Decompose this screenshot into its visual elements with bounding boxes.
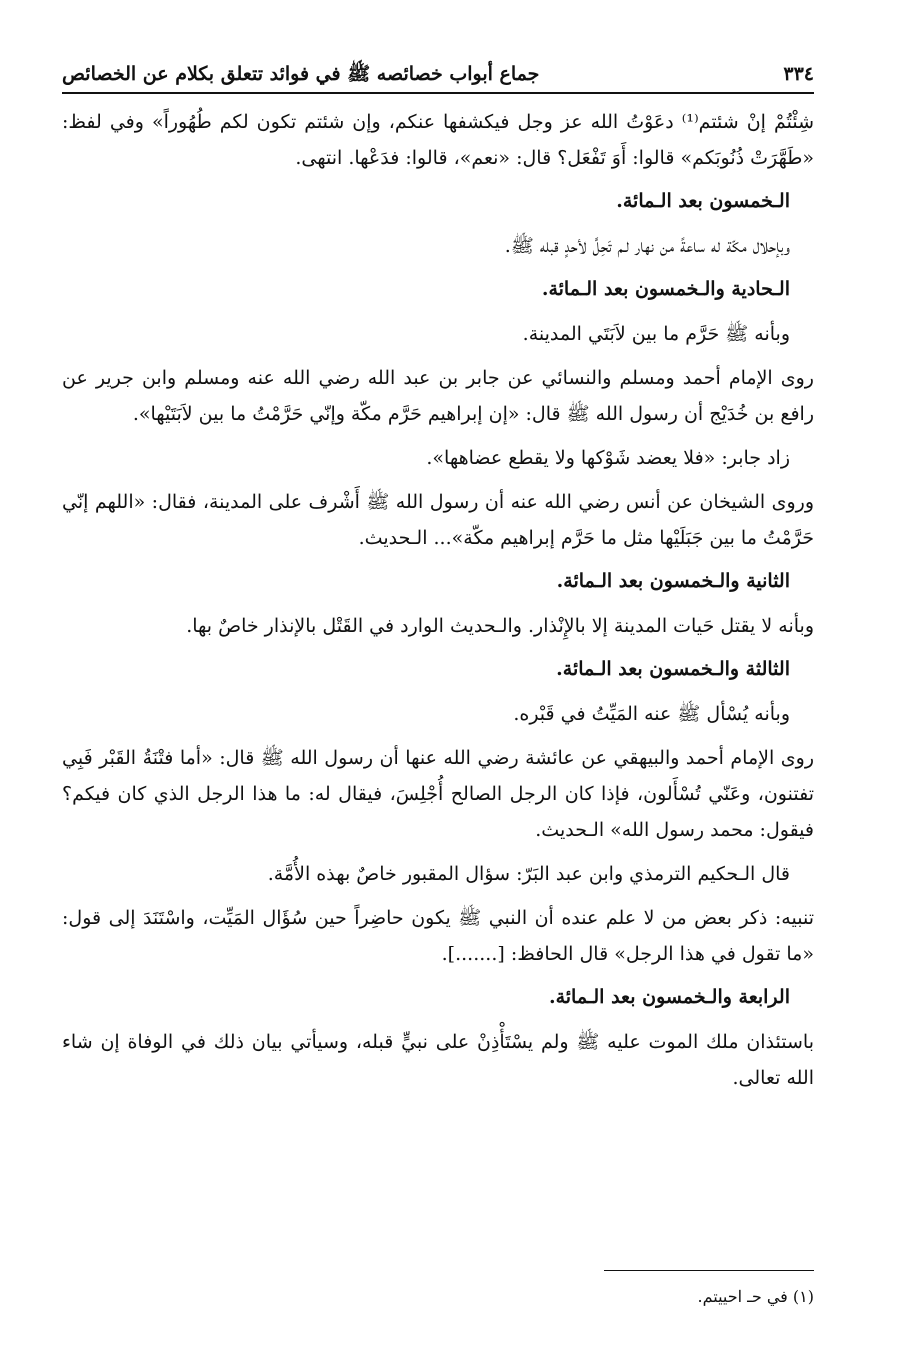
running-title: جماع أبواب خصائصه ﷺ في فوائد تتعلق بكلام عن الخصائص	[62, 63, 540, 85]
paragraph: روى الإمام أحمد ومسلم والنسائي عن جابر بن عبد الله رضي الله عنه ومسلم وابن جرير عن رافع بن خُدَيْج أن رسول الله ﷺ قال: «إن إبراهيم حَرَّم مكّة وإنّي حَرَّمْتُ ما بين لاَبَتَيْها».	[62, 367, 814, 425]
page-body	[62, 104, 814, 1096]
page-header	[62, 50, 814, 94]
section-heading: الثالثة والـخمسون بعد الـمائة.	[556, 658, 790, 680]
paragraph: وبأنه لا يقتل حَيات المدينة إلا بالإِنْذار. والـحديث الوارد في القَتْل بالإنذار خاصٌ بها.	[186, 615, 814, 637]
section-heading: الرابعة والـخمسون بعد الـمائة.	[548, 986, 790, 1008]
paragraph: زاد جابر: «فلا يعضد شَوْكها ولا يقطع عضاهها».	[426, 447, 790, 469]
paragraph: وبأنه ﷺ حَرَّم ما بين لاَبَتَي المدينة.	[522, 323, 790, 345]
footnote: (١) في حـ احييتم.	[697, 1287, 814, 1306]
footnote-divider	[604, 1270, 814, 1271]
paragraph: روى الإمام أحمد والبيهقي عن عائشة رضي الله عنها أن رسول الله ﷺ قال: «أما فتْنَةُ القَبْر فَبِي تفتنون، وعَنّي تُسْأَلون، فإذا كان الرجل الصالح أُجْلِسَ، فيقال له: ما هذا الرجل الذي كان فيكم؟ فيقول: محمد رسول الله» الـحديث.	[62, 747, 814, 841]
paragraph: قال الـحكيم الترمذي وابن عبد البَرّ: سؤال المقبور خاصٌ بهذه الأُمَّة.	[267, 863, 790, 885]
book-page	[62, 50, 814, 1340]
section-heading: الثانية والـخمسون بعد الـمائة.	[556, 570, 790, 592]
paragraph: وروى الشيخان عن أنس رضي الله عنه أن رسول الله ﷺ أَشْرف على المدينة، فقال: «اللهم إنّي حَرَّمْتُ ما بين جَبَلَيْها مثل ما حَرَّم إبراهيم مكّة»... الـحديث.	[62, 491, 814, 549]
paragraph: وبأنه يُسْأل ﷺ عنه المَيِّتُ في قَبْره.	[513, 703, 790, 725]
section-heading: الـخمسون بعد الـمائة.	[616, 190, 790, 212]
paragraph: باستئذان ملك الموت عليه ﷺ ولم يسْتَأْذِنْ على نبيٍّ قبله، وسيأتي بيان ذلك في الوفاة إن شاء الله تعالى.	[62, 1031, 814, 1089]
paragraph: وبإحلال مكّة له ساعةً من نهار لـم تَحِلَّ لأحدٍ قبله ﷺ.	[504, 235, 790, 257]
page-number: ٣٣٤	[783, 63, 814, 85]
paragraph: شِئْتُمْ إنْ شئتم⁽¹⁾ دعَوْتُ الله عز وجل فيكشفها عنكم، وإن شئتم تكون لكم طُهُوراً» وفي لفظ: «طَهَّرَتْ ذُنُوبَكم» قالوا: أَوَ تَفْعَل؟ قال: «نعم»، قالوا: فدَعْها. انتهى.	[62, 111, 815, 169]
section-heading: الـحادية والـخمسون بعد الـمائة.	[541, 278, 790, 300]
paragraph: تنبيه: ذكر بعض من لا علم عنده أن النبي ﷺ يكون حاضِراً حين سُؤَال المَيِّت، واسْتَنَدَ إلى قول: «ما تقول في هذا الرجل» قال الحافظ: [.......].	[62, 907, 814, 965]
